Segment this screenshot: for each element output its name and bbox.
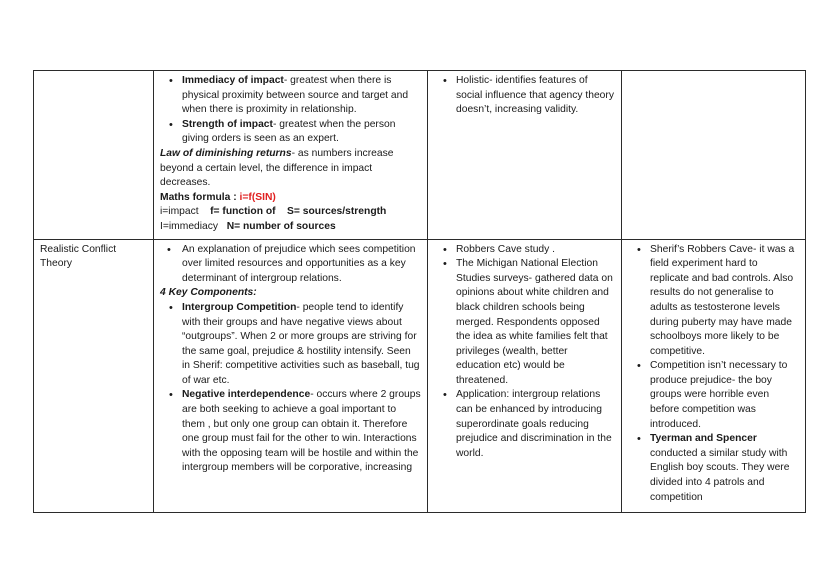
law-body-text: - as numbers increase beyond a certain level, the difference in impact decreases.	[160, 147, 394, 189]
bullet-body-text: - people tend to identify with their groups and have negative views about “outgroups”. When 2 or more groups are striving for the same goal, prejudice & hostility intensify. Seen in Sherif: competitive activities such as baseball, tug of war etc.	[182, 301, 420, 386]
bullet-body-text: An explanation of prejudice which sees competition over limited resources and opportunities as a key determinant of intergroup relations.	[182, 243, 416, 284]
list-item	[456, 74, 615, 118]
list-item	[182, 243, 421, 287]
formula-key-immediacy: I=immediacy	[160, 220, 219, 232]
bullet-body-text: Sherif’s Robbers Cave- it was a field experiment hard to replicate and bad controls. Also results do not generalise to adults as testosterone levels during puberty may have made schoolboys more likely to be competitive.	[650, 243, 795, 357]
bullet-lead-term: Immediacy of impact	[182, 75, 284, 86]
bullet-body-text: - greatest when the person giving orders is seen as an expert.	[182, 118, 396, 145]
formula-key-n: N= number of sources	[226, 220, 336, 232]
list-item	[456, 243, 615, 258]
bullet-lead-term: Strength of impact	[182, 118, 273, 130]
list-item	[650, 432, 799, 505]
revision-notes-table	[33, 70, 806, 513]
formula-key-line-1	[160, 205, 421, 220]
description-bullet-list	[160, 243, 421, 287]
bullet-body-text: The Michigan National Election Studies surveys- gathered data on opinions about white children and black children schools being merged. Respondents opposed the idea as white families felt that privileges (wealth, better education etc) would be threatened.	[456, 258, 613, 386]
description-bullet-list	[160, 74, 421, 147]
formula-key-line-2	[160, 220, 421, 235]
bullet-body-text: Robbers Cave study .	[456, 243, 556, 255]
bullet-body-text: Holistic- identifies features of social influence that agency theory doesn’t, increasing validity.	[456, 75, 614, 116]
list-item	[182, 388, 421, 476]
law-lead-term: Law of diminishing returns	[160, 147, 292, 159]
formula-key-i: i=impact	[160, 206, 199, 218]
bullet-body-text: Application: intergroup relations can be enhanced by introducing superordinate goals reducing prejudice and discrimination in the world.	[456, 389, 612, 459]
table-row	[34, 71, 806, 240]
cell-evidence	[428, 71, 622, 240]
cell-evaluation	[622, 71, 806, 240]
cell-description	[154, 71, 428, 240]
evidence-bullet-list	[434, 243, 615, 462]
list-item	[650, 243, 799, 360]
evaluation-bullet-list	[628, 243, 799, 506]
list-item	[182, 301, 421, 389]
evidence-bullet-list	[434, 74, 615, 118]
law-of-diminishing-returns-block	[160, 147, 421, 191]
maths-formula-line	[160, 191, 421, 206]
bullet-body-text: conducted a similar study with English boy scouts. They were divided into 4 patrols and competition	[650, 447, 790, 503]
cell-evidence	[428, 239, 622, 512]
formula-key-f: f= function of	[210, 206, 276, 218]
list-item	[650, 359, 799, 432]
bullet-body-text: - occurs where 2 groups are both seeking to achieve a goal important to them , but only one group can obtain it. Therefore one group must fail for the other to win. Interactions with the opposing team will be hostile and within the intergroup members will be corporative, increasing	[182, 389, 421, 474]
bullet-lead-term: Negative interdependence	[182, 389, 311, 401]
bullet-body-text: Competition isn’t necessary to produce prejudice- the boy groups were horrible even before competition was introduced.	[650, 360, 788, 430]
maths-formula-value: i=f(SIN)	[239, 191, 276, 203]
cell-evaluation	[622, 239, 806, 512]
key-components-bullet-list	[160, 301, 421, 476]
bullet-lead-term: Intergroup Competition	[182, 301, 297, 313]
bullet-lead-term: Tyerman and Spencer	[650, 433, 757, 445]
list-item	[182, 118, 421, 147]
cell-theory-name	[34, 239, 154, 512]
bullet-body-text: - greatest when there is physical proximity between source and target and when there is proximity in relationship.	[182, 75, 409, 116]
maths-formula-label: Maths formula :	[160, 191, 240, 203]
cell-description	[154, 239, 428, 512]
list-item	[456, 257, 615, 388]
list-item	[182, 74, 421, 118]
list-item	[456, 388, 615, 461]
key-components-subheading: 4 Key Components:	[160, 287, 257, 299]
formula-key-s: S= sources/strength	[287, 206, 387, 218]
cell-theory-name	[34, 71, 154, 240]
theory-name-text: Realistic Conflict Theory	[40, 243, 117, 270]
table-row	[34, 239, 806, 512]
